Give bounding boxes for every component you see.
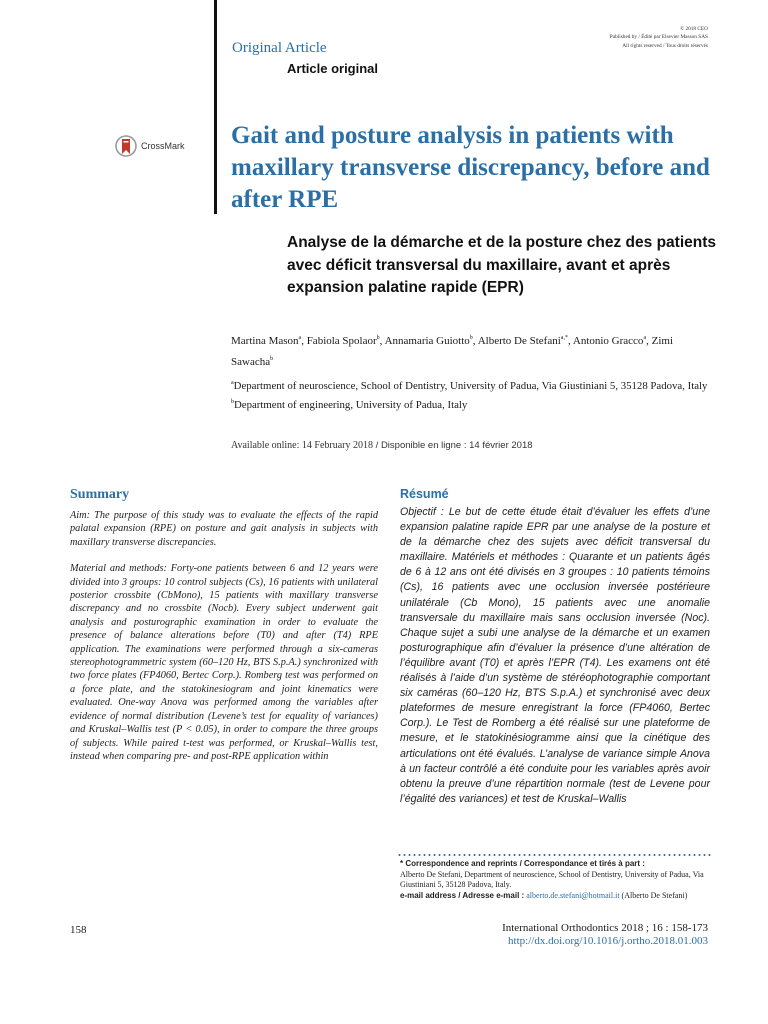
correspondence-footnote	[400, 859, 715, 901]
journal-citation	[502, 922, 708, 948]
author-name: Antonio Gracco	[572, 335, 644, 347]
affiliation-mark: b	[231, 398, 234, 405]
summary-paragraph: Aim: The purpose of this study was to evaluate the effects of the rapid palatal expansion (RPE) on posture and gait analysis in subjects with maxillary transverse discrepancies.	[70, 510, 378, 548]
email-owner: (Alberto De Stefani)	[621, 890, 688, 900]
author	[231, 335, 307, 347]
journal-reference: International Orthodontics 2018 ; 16 : 158-173	[502, 922, 708, 934]
affiliation-item	[231, 376, 713, 395]
author-name: Zimi Sawacha	[231, 335, 673, 368]
copyright-publisher: Published by / Édité par Elsevier Masson SAS	[609, 34, 708, 41]
author-affiliation-mark: a	[643, 335, 647, 341]
affiliation-item	[231, 395, 713, 414]
correspondence-label: * Correspondence and reprints / Correspondance et tirés à part :	[400, 859, 645, 868]
copyright-rights: All rights reserved / Tous droits réservés	[622, 42, 708, 49]
author	[307, 335, 385, 347]
author-affiliation-mark: a	[298, 335, 302, 341]
crossmark-label: CrossMark	[141, 141, 185, 151]
author-name: Annamaria Guiotto	[384, 335, 470, 347]
resume-heading: Résumé	[400, 487, 449, 501]
availability-line	[231, 440, 533, 451]
affiliation-mark: a	[231, 380, 234, 386]
article-title-french: Analyse de la démarche et de la posture chez des patients avec déficit transversal du maxillaire, avant et après expansion palatine rapide (EPR)	[287, 234, 716, 296]
crossmark-badge[interactable]	[115, 131, 185, 161]
affiliation-text: Department of neuroscience, School of Dentistry, University of Padua, Via Giustiniani 5, 35128 Padova, Italy	[233, 380, 708, 392]
footnote-dotted-divider	[397, 854, 712, 856]
article-title-english: Gait and posture analysis in patients with maxillary transverse discrepancy, before and after RPE	[231, 122, 710, 213]
resume-section	[400, 487, 710, 807]
author-separator: ,	[567, 335, 573, 347]
resume-paragraph: Objectif : Le but de cette étude était d’évaluer les effets d’une expansion palatine rapide EPR par une analyse de la posture et de la démarche chez des sujets avec déficit transversal du maxillaire. Matériels et méthodes : Quarante et un patients âgés de 6 à 12 ans ont été divisés en 3 groupes : 10 patients témoins (Cs), 16 patients avec une occlusion inversée postérieure unilatérale (Cb Mono), 15 patients avec une anomalie transversale du maxillaire mais sans occlusion inversée (Noc). Chaque sujet a subi une analyse de la démarche et un examen posturographique afin d’évaluer la présence d’une altération de l’équilibre avant (T0) et après l’EPR (T4). Les examens ont été réalisés à l’aide d’un système de stéréophotographie comportant six caméras (60–120 Hz, BTS S.p.A.) et synchronisé avec deux plateformes de mesure enregistrant la force (FP4060, Bertec Corp.). Le Test de Romberg a été réalisé sur une plateforme de mesure, et le statokinésiogramme ainsi que la cinétique des articulations ont été évalués. L’analyse de variance simple Anova à un facteur contrôlé a été conduite pour les variables après avoir obtenu la preuve d’une répartition normale (test de Levene pour l’égalité des variances) et test de Kruskal–Wallis	[400, 506, 710, 805]
author-separator: ,	[646, 335, 652, 347]
email-link[interactable]: alberto.de.stefani@hotmail.it	[526, 890, 620, 900]
availability-french: Disponible en ligne : 14 février 2018	[380, 440, 533, 451]
affiliation-list	[231, 376, 713, 413]
header-vertical-rule	[214, 0, 217, 214]
author-affiliation-mark: a,*	[560, 335, 568, 341]
summary-paragraph: Material and methods: Forty-one patients between 6 and 12 years were divided into 3 groups: 10 control subjects (Cs), 16 patients with unilateral posterior crossbite (CbMono), 15 patients with maxillary transverse discrepancy and no crossbite (Nocb). Every subject underwent gait analysis and posturographic examination in order to evaluate the presence of balance alterations before (T0) and after (T4) RPE application. The examinations were performed through a six-cameras stereophotogrammetric system (60–120 Hz, BTS S.p.A.) synchronized with two force plates (FP4060, Bertec Corp.). Romberg test was performed on a force plate, and the statokinesiogram and joint kinematics were evaluated. One-way Anova was performed among the variables after evidence of normal distribution (Levene’s test for equality of variances) and Kruskal–Wallis test (P < 0.05), in order to compare the three groups of subjects. While paired t-test was performed, or Kruskal–Wallis test, instead when comparing pre- and post-RPE application within	[70, 563, 378, 762]
affiliation-text: Department of engineering, University of Padua, Italy	[234, 398, 468, 411]
crossmark-icon	[115, 131, 137, 161]
author	[573, 335, 652, 347]
correspondence-address: Alberto De Stefani, Department of neuroscience, School of Dentistry, University of Padua, Via Giustiniani 5, 35128 Padova, Italy.	[400, 869, 704, 890]
author-list	[231, 330, 713, 371]
summary-section	[70, 487, 378, 763]
copyright-notice	[518, 25, 708, 50]
author-separator: ,	[379, 335, 385, 347]
author-separator: ,	[472, 335, 478, 347]
doi-link[interactable]: http://dx.doi.org/10.1016/j.ortho.2018.01.003	[508, 935, 708, 947]
author	[385, 335, 478, 347]
author-name: Martina Mason	[231, 335, 299, 347]
availability-english: Available online: 14 February 2018	[231, 440, 374, 451]
availability-separator: /	[373, 440, 381, 451]
author-separator: ,	[301, 335, 307, 347]
article-type-french: Article original	[287, 61, 379, 76]
page-number: 158	[70, 924, 87, 936]
author	[478, 335, 573, 347]
author-affiliation-mark: b	[469, 335, 473, 341]
summary-heading: Summary	[70, 487, 130, 502]
article-type-english: Original Article	[232, 40, 327, 56]
author-affiliation-mark: b	[376, 335, 380, 341]
author-name: Fabiola Spolaor	[306, 335, 377, 347]
copyright-year: © 2018 CEO	[680, 26, 708, 32]
email-label: e-mail address / Adresse e-mail :	[400, 890, 525, 900]
author-name: Alberto De Stefani	[477, 335, 561, 347]
correspondence-email-line	[400, 891, 715, 902]
author-affiliation-mark: b	[270, 355, 274, 362]
